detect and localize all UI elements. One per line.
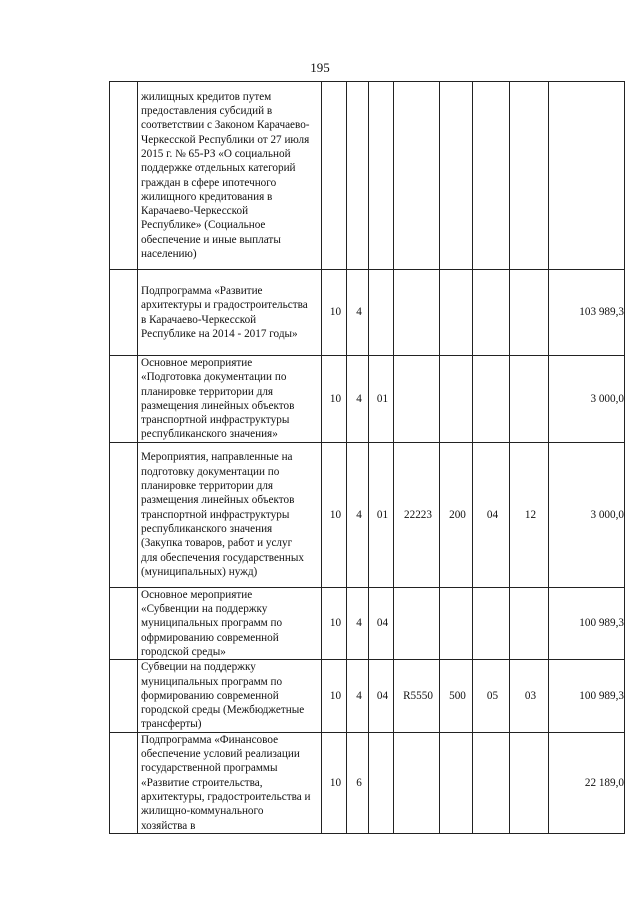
code4-cell: 22223	[394, 442, 440, 587]
table-row	[110, 732, 625, 833]
code7-cell: 12	[510, 442, 549, 587]
code2-cell: 4	[347, 587, 369, 659]
row-name-cell	[138, 587, 322, 659]
code2-cell: 4	[347, 356, 369, 443]
code5-cell	[440, 732, 473, 833]
row-index-cell	[110, 356, 138, 443]
code6-cell: 04	[473, 442, 510, 587]
code7-cell	[510, 82, 549, 270]
code6-cell	[473, 356, 510, 443]
row-name-text: Основное мероприятие «Субвенции на поддержку муниципальных программ по офрмированию современной городской среды»	[141, 588, 283, 658]
amount-cell: 22 189,0	[549, 732, 625, 833]
code3-cell: 04	[369, 587, 394, 659]
code4-cell	[394, 587, 440, 659]
budget-table	[109, 81, 625, 834]
row-name-cell	[138, 356, 322, 443]
code6-cell: 05	[473, 660, 510, 732]
code4-cell	[394, 270, 440, 356]
code6-cell	[473, 732, 510, 833]
table-row	[110, 587, 625, 659]
row-name-text: жилищных кредитов путем предоставления субсидий в соответствии с Законом Карачаево-Черкесской Республики от 27 июля 2015 г. № 65-РЗ «О социальной поддержке отдельных категорий граждан в сфере ипотечного жилищного кредитования в Карачаево-Черкесской Республике» (Социальное обеспечение и иные выплаты населению)	[141, 90, 310, 260]
row-index-cell	[110, 587, 138, 659]
row-name-cell	[138, 732, 322, 833]
row-name-text: Подпрограмма «Развитие архитектуры и градостроительства в Карачаево-Черкесской Республике на 2014 - 2017 годы»	[141, 284, 308, 340]
row-index-cell	[110, 660, 138, 732]
code1-cell: 10	[322, 442, 347, 587]
code1-cell: 10	[322, 356, 347, 443]
code1-cell: 10	[322, 732, 347, 833]
row-name-text: Мероприятия, направленные на подготовку документации по планировке территории для размещения линейных объектов транспортной инфраструктуры республиканского значения (Закупка товаров, работ и услуг для обеспечения государственных (муниципальных) нужд)	[141, 451, 305, 578]
amount-cell: 3 000,0	[549, 442, 625, 587]
code4-cell	[394, 82, 440, 270]
code1-cell: 10	[322, 270, 347, 356]
row-name-cell	[138, 660, 322, 732]
code5-cell	[440, 82, 473, 270]
code3-cell	[369, 270, 394, 356]
code4-cell	[394, 356, 440, 443]
row-name-text: Субвеции на поддержку муниципальных программ по формированию современной городской среды (Межбюджетные трансферты)	[141, 661, 305, 731]
code5-cell	[440, 356, 473, 443]
code5-cell: 200	[440, 442, 473, 587]
code4-cell	[394, 732, 440, 833]
row-name-cell	[138, 442, 322, 587]
code7-cell	[510, 732, 549, 833]
amount-cell: 100 989,3	[549, 587, 625, 659]
code6-cell	[473, 270, 510, 356]
code3-cell	[369, 732, 394, 833]
code1-cell	[322, 82, 347, 270]
code4-cell: R5550	[394, 660, 440, 732]
code5-cell	[440, 587, 473, 659]
code7-cell	[510, 356, 549, 443]
code5-cell	[440, 270, 473, 356]
table-row	[110, 356, 625, 443]
amount-cell: 103 989,3	[549, 270, 625, 356]
code5-cell: 500	[440, 660, 473, 732]
code1-cell: 10	[322, 587, 347, 659]
amount-cell	[549, 82, 625, 270]
amount-cell: 3 000,0	[549, 356, 625, 443]
table-row	[110, 82, 625, 270]
code7-cell: 03	[510, 660, 549, 732]
row-index-cell	[110, 82, 138, 270]
row-name-text: Подпрограмма «Финансовое обеспечение условий реализации государственной программы «Развитие строительства, архитектуры, градостроительства и жилищно-коммунального хозяйства в	[141, 733, 311, 832]
row-name-text: Основное мероприятие «Подготовка документации по планировке территории для размещения линейных объектов транспортной инфраструктуры республиканского значения»	[141, 357, 295, 441]
table-row	[110, 442, 625, 587]
code6-cell	[473, 587, 510, 659]
code1-cell: 10	[322, 660, 347, 732]
code7-cell	[510, 270, 549, 356]
code3-cell	[369, 82, 394, 270]
code2-cell: 6	[347, 732, 369, 833]
code2-cell: 4	[347, 442, 369, 587]
code6-cell	[473, 82, 510, 270]
code2-cell: 4	[347, 660, 369, 732]
row-index-cell	[110, 270, 138, 356]
amount-cell: 100 989,3	[549, 660, 625, 732]
code2-cell	[347, 82, 369, 270]
code3-cell: 04	[369, 660, 394, 732]
table-row	[110, 660, 625, 732]
code2-cell: 4	[347, 270, 369, 356]
page-number: 195	[310, 60, 330, 75]
code3-cell: 01	[369, 356, 394, 443]
row-index-cell	[110, 442, 138, 587]
code7-cell	[510, 587, 549, 659]
row-index-cell	[110, 732, 138, 833]
table-row	[110, 270, 625, 356]
row-name-cell	[138, 82, 322, 270]
code3-cell: 01	[369, 442, 394, 587]
row-name-cell	[138, 270, 322, 356]
